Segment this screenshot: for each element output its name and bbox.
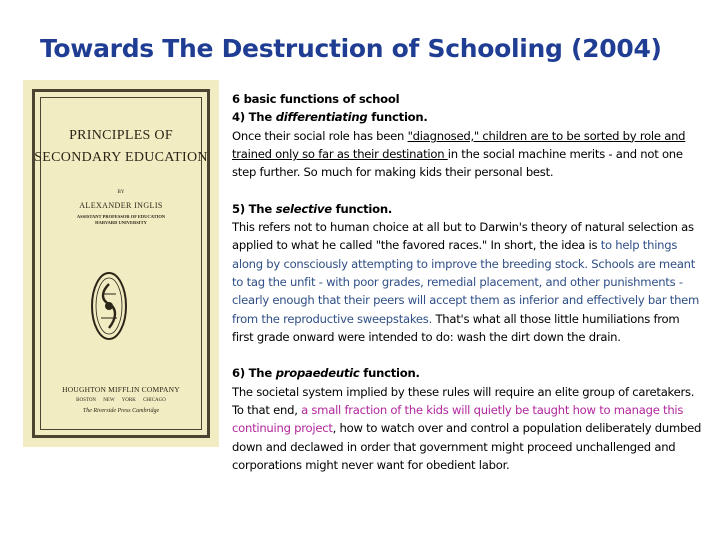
slide-body xyxy=(232,90,702,474)
book-press: The Riverside Press Cambridge xyxy=(82,408,160,414)
publisher-seal-icon xyxy=(89,270,129,342)
section4-text-underlined: "diagnosed," children are to be sorted by role and trained only so far as their destination xyxy=(232,128,686,161)
section5-term: selective xyxy=(275,201,332,216)
section5-text-plain1: This refers not to human choice at all but to Darwin's theory of natural selection as applied to what he called "the favored races." In short, the idea is xyxy=(232,220,694,253)
book-title-line2: SECONDARY EDUCATION xyxy=(34,150,208,165)
section6-prefix: 6) The xyxy=(232,366,276,381)
slide-title: Towards The Destruction of Schooling (2004) xyxy=(40,34,662,63)
book-cover-image xyxy=(23,80,219,447)
book-cities xyxy=(23,398,219,403)
spacer xyxy=(232,346,702,364)
book-affiliation-line2: HARVARD UNIVERSITY xyxy=(95,220,147,225)
section4-text-plain1: Once their social role has been xyxy=(232,128,408,143)
book-affiliation xyxy=(23,214,219,226)
section4-text xyxy=(232,127,702,182)
section4-text-plain2: in the social machine merits - and not one step further. So much for making kids their personal best. xyxy=(232,146,683,180)
section5-text-highlight: to help things along by consciously attempting to improve the breeding stock. Schools are meant to tag the unfit - with poor grades, remedial placement, and other punishments - clearly enough that their peers will accept them as inferior and effectively bar them from the reproductive sweepstakes. xyxy=(232,238,700,326)
section5-text xyxy=(232,218,702,346)
spacer xyxy=(232,181,702,199)
section5-suffix: function. xyxy=(331,201,392,216)
book-city-new-york: NEW YORK xyxy=(103,398,136,403)
section6-heading xyxy=(232,364,702,382)
book-author: ALEXANDER INGLIS xyxy=(79,201,163,210)
book-affiliation-line1: ASSISTANT PROFESSOR OF EDUCATION xyxy=(76,214,166,219)
section6-text-plain1: The societal system implied by these rules will require an elite group of caretakers. To that end, xyxy=(232,384,695,418)
section6-text xyxy=(232,383,702,474)
section6-term: propaedeutic xyxy=(275,366,360,381)
book-publisher: HOUGHTON MIFFLIN COMPANY xyxy=(62,385,180,394)
book-city-boston: BOSTON xyxy=(76,398,97,403)
section6-suffix: function. xyxy=(359,366,420,381)
section4-heading xyxy=(232,108,702,126)
section5-text-plain2: That's what all those little humiliations from first grade onward were intended to do: wash the dirt down the drain. xyxy=(232,311,680,344)
book-city-chicago: CHICAGO xyxy=(143,398,166,403)
section5-heading xyxy=(232,200,702,218)
section6-text-highlight: a small fraction of the kids will quietly be taught how to manage this continuing project xyxy=(232,403,684,436)
section4-prefix: 4) The xyxy=(232,110,276,125)
section-heading: 6 basic functions of school xyxy=(232,92,400,106)
section5-prefix: 5) The xyxy=(232,201,276,216)
section4-term: differentiating xyxy=(275,110,368,125)
section4-suffix: function. xyxy=(367,110,428,125)
book-by: BY xyxy=(117,190,125,195)
book-title-line1: PRINCIPLES OF xyxy=(69,128,173,143)
book-title xyxy=(23,125,219,169)
section6-text-plain2: , how to watch over and control a population deliberately dumbed down and declawed in order that government might proceed unchallenged and corporations might never want for obedient labor. xyxy=(232,421,702,472)
